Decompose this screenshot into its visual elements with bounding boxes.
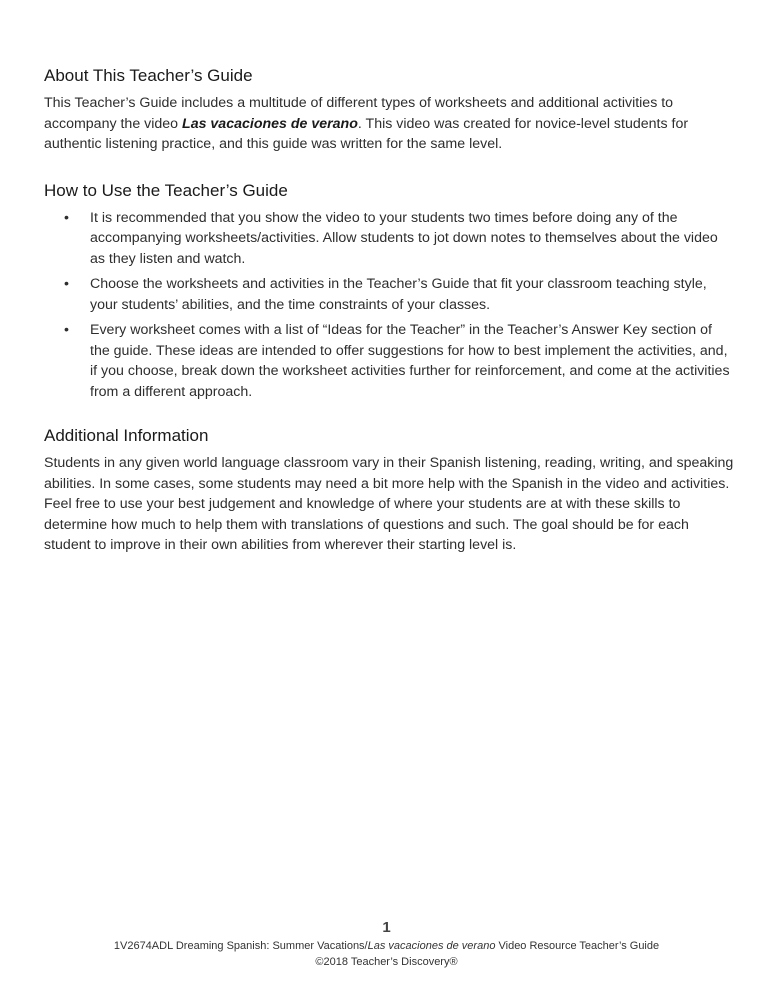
list-item-text: Every worksheet comes with a list of “Ideas for the Teacher” in the Teacher’s Answer Key section of the guide. These ideas are intended to offer suggestions for how to best implement the activities, and, if you choose, break down the worksheet activities further for reinforcement, and come at the activities from a different approach.	[90, 322, 730, 400]
additional-section	[44, 424, 734, 556]
footer-line1-before: 1V2674ADL Dreaming Spanish: Summer Vacations/	[113, 940, 368, 952]
bullet-icon: •	[64, 209, 69, 226]
list-item	[44, 320, 734, 402]
about-section	[44, 64, 734, 155]
footer-copyright: ©2018 Teacher’s Discovery®	[315, 956, 458, 968]
document-page	[44, 64, 734, 580]
additional-paragraph: Students in any given world language classroom vary in their Spanish listening, reading, writing, and speaking abilities. In some cases, some students may need a bit more help with the Spanish in the video and activities. Feel free to use your best judgement and knowledge of where your students are at with these skills to determine how much to help them with translations of questions and such. The goal should be for each student to improve in their own abilities from wherever their starting level is.	[44, 455, 734, 553]
page-number: 1	[382, 919, 391, 936]
additional-heading: Additional Information	[44, 426, 209, 445]
footer-line1-italic: Las vacaciones de verano	[367, 940, 496, 952]
how-to-use-heading: How to Use the Teacher’s Guide	[44, 180, 288, 200]
footer-line1-after: Video Resource Teacher’s Guide	[495, 940, 660, 952]
list-item	[44, 208, 734, 270]
about-text-after: . This video was created for novice-level students for authentic listening practice, and this guide was written for the same level.	[44, 115, 689, 152]
page-footer	[0, 918, 773, 970]
list-item-text: Choose the worksheets and activities in the Teacher’s Guide that fit your classroom teaching style, your students’ abilities, and the time constraints of your classes.	[90, 276, 707, 313]
how-to-use-list	[44, 208, 734, 403]
bullet-icon: •	[64, 276, 69, 292]
video-title: Las vacaciones de verano	[182, 115, 358, 132]
how-to-use-section	[44, 179, 734, 403]
bullet-icon: •	[64, 322, 69, 338]
about-paragraph	[44, 93, 734, 155]
about-text-before: This Teacher’s Guide includes a multitude of different types of worksheets and additional activities to accompany the video	[44, 95, 674, 132]
list-item	[44, 274, 734, 315]
list-item-text: It is recommended that you show the video to your students two times before doing any of the accompanying worksheets/activities. Allow students to jot down notes to themselves about the video as they listen and watch.	[90, 209, 718, 267]
about-heading: About This Teacher’s Guide	[44, 66, 253, 85]
footer-title-line	[0, 938, 773, 954]
